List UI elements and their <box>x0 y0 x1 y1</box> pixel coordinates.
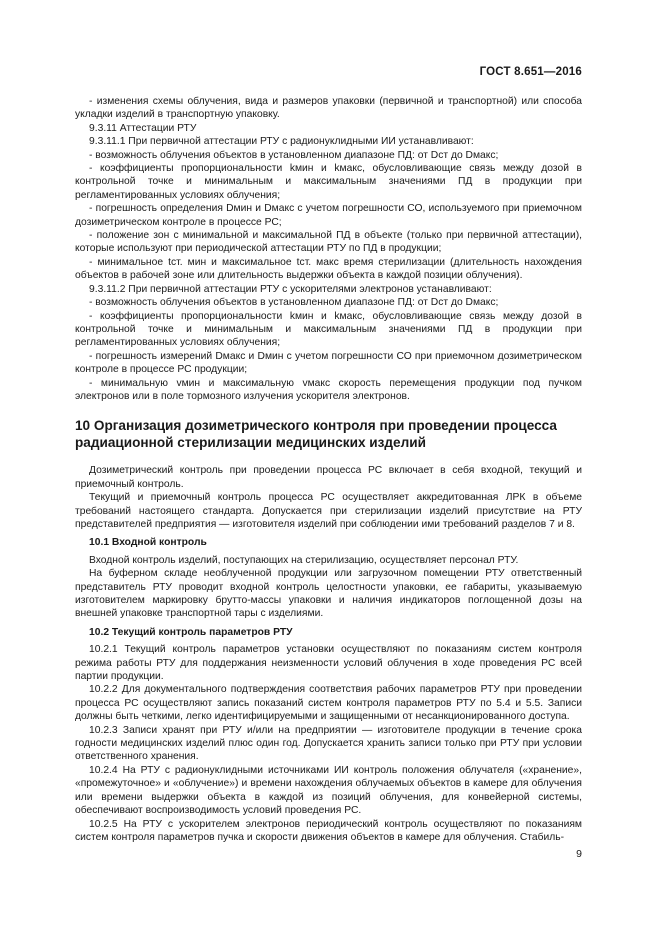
paragraph: - минимальную vмин и максимальную vмакс скорость перемещения продукции под пучком электронов или в поле тормозного излучения ускорителя электронов. <box>75 377 582 402</box>
paragraph: 10.2.2 Для документального подтверждения соответствия рабочих параметров РТУ при проведении процесса РС осуществляют запись показаний систем контроля параметров РТУ по 5.4 и 5.5. Записи должны быть четкими, легко идентифицируемыми и защищенными от несанкционированного доступа. <box>75 684 582 723</box>
paragraph: - минимальное tст. мин и максимальное tст. макс время стерилизации (длительность нахождения объектов в рабочей зоне или длительность выдержки объекта в каждой позиции облучения). <box>75 256 582 282</box>
paragraph: Дозиметрический контроль при проведении процесса РС включает в себя входной, текущий и приемочный контроль. <box>75 465 582 490</box>
subsection-heading: 10.2 Текущий контроль параметров РТУ <box>89 626 293 638</box>
document-code: ГОСТ 8.651—2016 <box>479 66 582 78</box>
paragraph: Текущий и приемочный контроль процесса РС осуществляет аккредитованная ЛРК в объеме требований настоящего стандарта. Допускается при стерилизации изделий присутствие на РТУ представителей предприятия — изготовителя изделий при соблюдении ими требований разделов 7 и 8. <box>75 492 582 530</box>
page-body <box>75 95 582 844</box>
paragraph: 10.2.3 Записи хранят при РТУ и/или на предприятии — изготовителе продукции в течение срока годности медицинских изделий плюс один год. Допускается хранить записи только при РТУ при условии ответственного хранения. <box>75 724 582 763</box>
paragraph: 9.3.11 Аттестации РТУ <box>89 122 197 134</box>
paragraph: 10.2.5 На РТУ с ускорителем электронов периодический контроль осуществляют по показаниям систем контроля параметров пучка и скорости движения объектов в камере для облучения. Стабиль- <box>75 818 582 843</box>
paragraph: 9.3.11.1 При первичной аттестации РТУ с радионуклидными ИИ устанавливают: <box>89 136 474 148</box>
paragraph: - положение зон с минимальной и максимальной ПД в объекте (только при первичной аттестации), которые используют при периодической аттестации РТУ по ПД в продукции; <box>75 230 582 255</box>
paragraph: - коэффициенты пропорциональности kмин и kмакс, обусловливающие связь между дозой в контрольной точке и минимальным и максимальным значениями ПД в продукции при регламентированных условиях облучения; <box>75 163 582 201</box>
paragraph: Входной контроль изделий, поступающих на стерилизацию, осуществляет персонал РТУ. <box>89 554 519 566</box>
paragraph: На буферном складе необлученной продукции или загрузочном помещении РТУ ответственный представитель РТУ проводит входной контроль целостности упаковки, ее габариты, указываемую изготовителем маркировку брутто-массы упаковки и наличия индикаторов поглощенной дозы на внешней упаковке транспортной тары с изделиями. <box>75 568 582 620</box>
paragraph: - погрешность определения Dмин и Dмакс с учетом погрешности СО, используемого при приемочном дозиметрическом контроле в процессе РС; <box>75 203 582 228</box>
page-number: 9 <box>576 848 582 860</box>
paragraph: - возможность облучения объектов в установленном диапазоне ПД: от Dст до Dмакс; <box>89 149 499 161</box>
section-heading: 10 Организация дозиметрического контроля при проведении процесса радиационной стерилизации медицинских изделий <box>75 418 557 451</box>
subsection-heading: 10.1 Входной контроль <box>89 537 207 549</box>
paragraph: - коэффициенты пропорциональности kмин и kмакс, обусловливающие связь между дозой в контрольной точке и минимальным и максимальным значениями ПД в продукции при регламентированных условиях облучения; <box>75 310 582 349</box>
paragraph: - погрешность измерений Dмакс и Dмин с учетом погрешности СО при приемочном дозиметрическом контроле в процессе РС продукции; <box>75 350 582 376</box>
paragraph: 10.2.1 Текущий контроль параметров установки осуществляют по показаниям систем контроля режима работы РТУ для поддержания неизменности условий облучения в ходе проведения РС всей партии продукции. <box>75 644 582 683</box>
paragraph: 9.3.11.2 При первичной аттестации РТУ с ускорителями электронов устанавливают: <box>89 283 492 295</box>
paragraph: 10.2.4 На РТУ с радионуклидными источниками ИИ контроль положения облучателя («хранение», «промежуточное» и «облучение») и времени нахождения облучаемых объектов в камере для облучения или времени выдержки объекта в каждой из позиций облучения, для конвейерной системы, обеспечивают воспроизводимость условий проведения РС. <box>75 764 582 817</box>
paragraph: - возможность облучения объектов в установленном диапазоне ПД: от Dст до Dмакс; <box>89 297 499 309</box>
paragraph: - изменения схемы облучения, вида и размеров упаковки (первичной и транспортной) или способа укладки изделий в транспортную упаковку. <box>75 96 582 121</box>
